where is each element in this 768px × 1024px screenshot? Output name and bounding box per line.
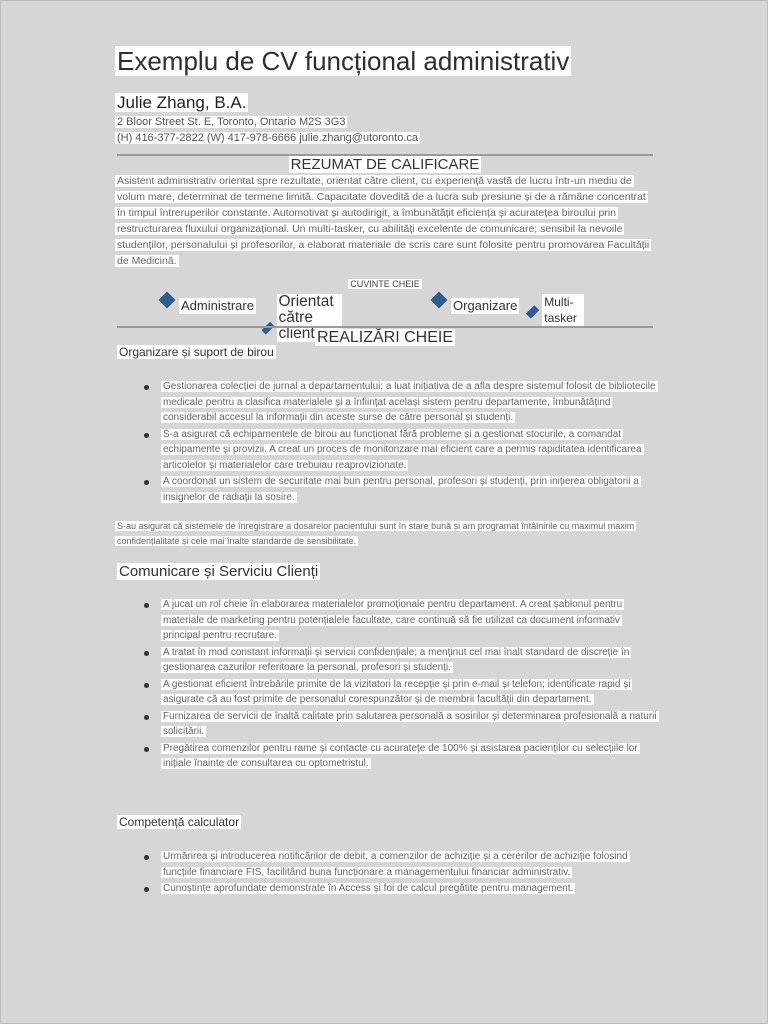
- keyword-item: Orientat către client: [265, 294, 342, 342]
- achievements-heading: REALIZĂRI CHEIE: [316, 329, 454, 346]
- diamond-bullet-icon: [526, 305, 540, 319]
- contact-info: (H) 416-377-2822 (W) 417-978-6666 julie.zhang@utoronto.ca: [117, 132, 419, 144]
- list-item: S-a asigurat că echipamentele de birou au funcționat fără probleme și a gestionat stocurile, a comandat echipamente și provizii. A creat un proces de monitorizare mai eficient care a permis rapiditatea identificarea articolelor și materialelor care trebuiau reaprovizionate.: [141, 427, 657, 474]
- list-item: A coordonat un sistem de securitate mai bun pentru personal, profesori și studenți, prin inițierea obligatorii a insignelor de radiații la sosire.: [141, 474, 657, 505]
- list-item: A tratat în mod constant informații și servicii confidențiale; a menținut cel mai înalt standard de discreție în gestionarea cazurilor referitoare la personal, profesori și studenți.: [141, 645, 657, 676]
- office-note: S-au asigurat că sistemele de înregistrare a dosarelor pacientului sunt în stare bună și am programat întâlnirile cu maximul maxim confidențialitate și cele mai înalte standarde de sensibilitate.: [117, 521, 635, 546]
- diamond-bullet-icon: [159, 292, 176, 309]
- list-item: Urmărirea și introducerea notificărilor de debit, a comenzilor de achiziție și a cererilor de achiziție folosind funcțiile financiare FIS, facilitând buna funcționare a managementului financiar administrativ.: [141, 849, 657, 880]
- computer-subheading: Competență calculator: [119, 815, 240, 829]
- summary-text: Asistent administrativ orientat spre rezultate, orientat către client, cu experiență vastă de lucru într-un mediu de volum mare, determinat de termene limită. Capacitate dovedită de a lucra sub presiune și de a rămâne concentrat în timpul întreruperilor constante. Automotivat și autodirigit, a îmbunătățit eficiența și acuratețea biroului prin restructurarea fluxului organizațional. Un multi-tasker, cu abilități excelente de comunicare; sensibil la nevoile studenților, personalului și profesorilor, a elaborat materiale de scris care sunt folosite pentru promovarea Facultății de Medicină.: [117, 175, 650, 267]
- diamond-bullet-icon: [431, 292, 448, 309]
- communication-bullets: [141, 597, 657, 773]
- keyword-item: Administrare: [161, 294, 256, 314]
- list-item: Cunoștințe aprofundate demonstrate în Access și foi de calcul pregătite pentru management.: [141, 881, 657, 897]
- address: 2 Bloor Street St. E, Toronto, Ontario M2S 3G3: [117, 116, 346, 128]
- document-title: Exemplu de CV funcțional administrativ: [117, 46, 570, 76]
- office-subheading: Organizare și suport de birou: [119, 345, 274, 359]
- divider: [117, 326, 653, 328]
- list-item: A jucat un rol cheie în elaborarea materialelor promoționale pentru departament. A creat șablonul pentru materiale de marketing pentru potențialele facultate, care continuă să fie utilizat ca document informativ principal pentru recrutare.: [141, 597, 657, 644]
- summary-heading: REZUMAT DE CALIFICARE: [290, 156, 480, 173]
- candidate-name: Julie Zhang, B.A.: [117, 93, 247, 112]
- list-item: Furnizarea de servicii de înaltă calitate prin salutarea personală a sosirilor și determinarea profesională a naturii solicitării.: [141, 709, 657, 740]
- office-bullets: [141, 379, 657, 506]
- keyword-item: Multi-tasker: [529, 294, 584, 326]
- list-item: Pregătirea comenzilor pentru rame și contacte cu acuratețe de 100% și asistarea pacienților cu selecțiile lor inițiale înainte de consultarea cu optometristul.: [141, 741, 657, 772]
- keywords-heading: CUVINTE CHEIE: [350, 279, 420, 289]
- computer-bullets: [141, 849, 657, 898]
- list-item: A gestionat eficient întrebările primite de la vizitatori la recepție și prin e-mail și telefon; identificate rapid și asigurate că au fost primite de personalul corespunzător și de membrii facultății din departament.: [141, 677, 657, 708]
- communication-subheading: Comunicare și Serviciu Clienți: [119, 563, 319, 580]
- list-item: Gestionarea colecției de jurnal a departamentului; a luat inițiativa de a afla despre sistemul folosit de bibliotecile medicale pentru a clasifica materialele și a înființat același sistem pentru departamente, îmbunătățind considerabil accesul la informații din aceste surse de către personal și studenți.: [141, 379, 657, 426]
- keyword-item: Organizare: [433, 294, 519, 314]
